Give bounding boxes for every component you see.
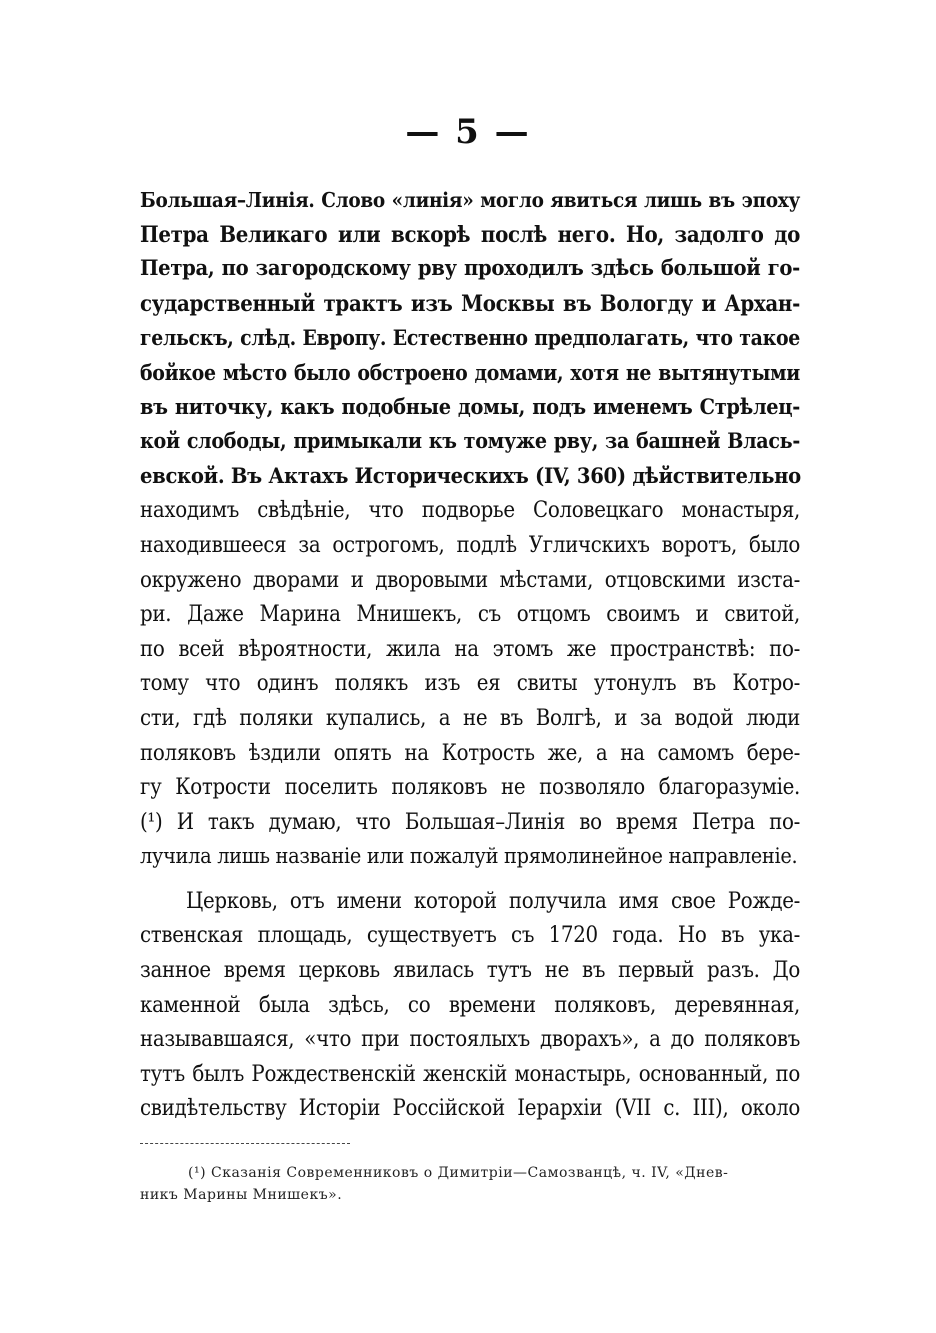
- text-line: Петра Великаго или вскорѣ послѣ него. Но, задолго до: [140, 221, 800, 248]
- text-line: ри. Даже Марина Мнишекъ, съ отцомъ своимъ и свитой,: [140, 602, 800, 628]
- text-line: Церковь, отъ имени которой получила имя свое Рожде-: [186, 888, 800, 914]
- text-line: окружено дворами и дворовыми мѣстами, отцовскими изста-: [140, 567, 800, 593]
- text-line: (¹) И такъ думаю, что Большая–Линія во время Петра по-: [140, 809, 800, 835]
- footnotes: [140, 1162, 800, 1206]
- text-line: тому что одинъ полякъ изъ ея свиты утонулъ въ Котро-: [140, 671, 800, 697]
- text-line: тутъ былъ Рождественскій женскій монастырь, основанный, по: [140, 1061, 800, 1087]
- text-line: гу Котрости поселить поляковъ не позволяло благоразуміе.: [140, 775, 800, 801]
- footnote-divider: [140, 1143, 350, 1144]
- body-text: [140, 183, 800, 1127]
- text-line: кой слободы, примыкали къ томуже рву, за башней Влась-: [140, 429, 800, 455]
- text-line: по всей вѣроятности, жила на этомъ же пространствѣ: по-: [140, 636, 800, 662]
- text-line: Петра, по загородскому рву проходилъ здѣсь большой го-: [140, 256, 800, 282]
- text-line: сударственный трактъ изъ Москвы въ Вологду и Архан-: [140, 290, 800, 317]
- footnote-line: никъ Марины Мнишекъ».: [140, 1187, 343, 1203]
- text-line: поляковъ ѣздили опять на Котрость же, а на самомъ бере-: [140, 740, 800, 766]
- text-line: находимъ свѣдѣніе, что подворье Соловецкаго монастыря,: [140, 498, 800, 524]
- text-line: евской. Въ Актахъ Историческихъ (IV, 360) дѣйствительно: [140, 463, 801, 489]
- text-line: въ ниточку, какъ подобные домы, подъ именемъ Стрѣлец-: [140, 394, 800, 420]
- text-line: сти, гдѣ поляки купались, а не въ Волгѣ, и за водой люди: [140, 705, 800, 731]
- text-line: лучила лишь названіе или пожалуй прямолинейное направленіе.: [140, 844, 798, 870]
- footnote-line: (¹) Сказанія Современниковъ о Димитріи—Самозванцѣ, ч. IV, «Днев-: [188, 1165, 729, 1181]
- text-line: Большая–Линія. Слово «линія» могло явиться лишь въ эпоху: [140, 188, 800, 212]
- text-line: ственская площадь, существуетъ съ 1720 года. Но въ ука-: [140, 923, 800, 949]
- page-number: — 5 —: [405, 112, 531, 152]
- text-line: находившееся за острогомъ, подлѣ Угличскихъ воротъ, было: [140, 532, 800, 558]
- text-line: бойкое мѣсто было обстроено домами, хотя не вытянутыми: [140, 359, 800, 385]
- text-line: каменной была здѣсь, со времени поляковъ, деревянная,: [140, 992, 800, 1018]
- text-line: занное время церковь явилась тутъ не въ первый разъ. До: [140, 958, 800, 984]
- text-line: называвшаяся, «что при постоялыхъ дворахъ», а до поляковъ: [140, 1027, 800, 1053]
- text-line: гельскъ, слѣд. Европу. Естественно предполагать, что такое: [140, 325, 800, 351]
- text-line: свидѣтельству Исторіи Россійской Іерархіи (VII с. III), около: [140, 1096, 800, 1122]
